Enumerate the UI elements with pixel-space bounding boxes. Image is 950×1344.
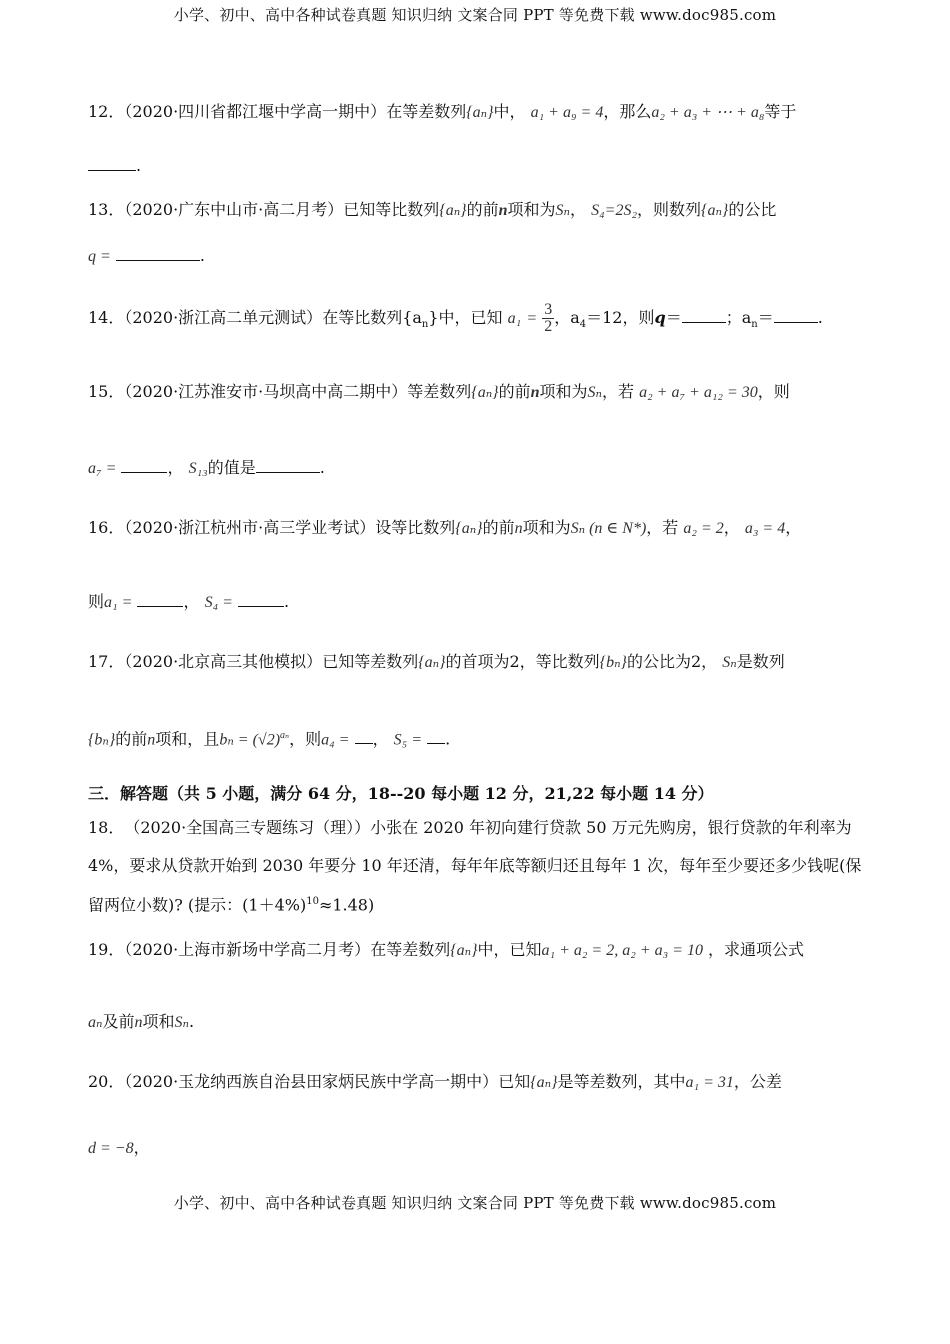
question-13: 13．（2020·广东中山市·高二月考）已知等比数列{aₙ}的前n项和为Sₙ， S₄=2S₂，则数列{aₙ}的公比 (88, 200, 777, 219)
fraction-3-2: $\frac{3}{2}$ (544, 301, 553, 335)
answer-blank[interactable] (355, 727, 373, 744)
answer-blank[interactable] (116, 244, 200, 261)
answer-blank[interactable] (238, 590, 284, 607)
question-18-line-3: 留两位小数)? (提示：$(1+4\%)^{10}\approx 1.48$) (88, 895, 375, 915)
answer-blank[interactable] (256, 456, 320, 473)
question-19-line-2: aₙ及前n项和Sₙ. (88, 1012, 195, 1031)
question-15: 15．（2020·江苏淮安市·马坝高中高二期中）等差数列{aₙ}的前n项和为Sₙ，若 a₂ + a₇ + a₁₂ = 30，则 (88, 382, 790, 401)
page-header: 小学、初中、高中各种试卷真题 知识归纳 文案合同 PPT 等免费下载 www.doc985.com (173, 6, 777, 24)
question-17: 17．（2020·北京高三其他模拟）已知等差数列{aₙ}的首项为2，等比数列{bₙ}的公比为2， Sₙ是数列 (88, 652, 785, 671)
answer-blank[interactable] (682, 306, 726, 323)
question-14: 14．（2020·浙江高二单元测试）在等比数列$\{a_n\}$中，已知 a₁ = $\frac{3}{2}$ ，$a_4=12$，则q＝ ；$a_n=$ . (88, 301, 823, 335)
question-17-answer: {bₙ}的前n项和，且$b_n = (√2)^{a_n}$，则a₄ = ， S₅ = . (88, 729, 451, 749)
page-footer: 小学、初中、高中各种试卷真题 知识归纳 文案合同 PPT 等免费下载 www.doc985.com (173, 1194, 777, 1212)
question-20-line-2: d = −8， (88, 1138, 150, 1157)
question-12-answer: . (88, 154, 868, 178)
math-eq: S₄=2S₂ (591, 202, 638, 219)
question-16-answer: 则a₁ = ， S₄ = . (88, 592, 290, 611)
answer-blank[interactable] (121, 456, 167, 473)
question-13-answer: q = . (88, 246, 205, 265)
question-18-line-2: 4%，要求从贷款开始到 2030 年要分 10 年还清，每年年底等额归还且每年 1 次，每年至少要还多少钱呢(保 (88, 856, 862, 875)
math-eq: a₁ + a₂ = 2, a₂ + a₃ = 10 (541, 942, 703, 959)
question-16: 16．（2020·浙江杭州市·高三学业考试）设等比数列{aₙ}的前n项和为Sₙ (n ∈ N*)，若 a₂ = 2， a₃ = 4， (88, 518, 802, 537)
question-19: 19．（2020·上海市新场中学高二月考）在等差数列{aₙ}中，已知a₁ + a₂ = 2, a₂ + a₃ = 10 ，求通项公式 (88, 940, 805, 959)
math-sum: a₂ + a₃ + ⋯ + a₈ (651, 104, 765, 121)
question-20: 20．（2020·玉龙纳西族自治县田家炳民族中学高一期中）已知{aₙ}是等差数列，其中a₁ = 31，公差 (88, 1072, 782, 1091)
question-18-line-1: 18． （2020·全国高三专题练习（理））小张在 2020 年初向建行贷款 50 万元先购房，银行贷款的年利率为 (88, 818, 852, 837)
answer-blank[interactable] (427, 727, 445, 744)
math-eq: a₁ + a₉ = 4 (530, 104, 604, 121)
question-12: 12．（2020·四川省都江堰中学高一期中）在等差数列{aₙ}中， a₁ + a₉ = 4，那么a₂ + a₃ + ⋯ + a₈等于 (88, 102, 797, 121)
question-15-answer: a₇ = ， S₁₃的值是 . (88, 458, 325, 477)
answer-blank[interactable] (137, 590, 183, 607)
answer-blank[interactable] (88, 154, 136, 171)
answer-blank[interactable] (774, 306, 818, 323)
math-seq: {aₙ} (439, 202, 467, 219)
math-eq: a₂ + a₇ + a₁₂ = 30 (639, 384, 758, 401)
section-3-heading: 三．解答题（共 5 小题，满分 64 分，18--20 每小题 12 分，21,22 每小题 14 分） (88, 784, 714, 803)
math-seq: {aₙ} (466, 104, 494, 121)
